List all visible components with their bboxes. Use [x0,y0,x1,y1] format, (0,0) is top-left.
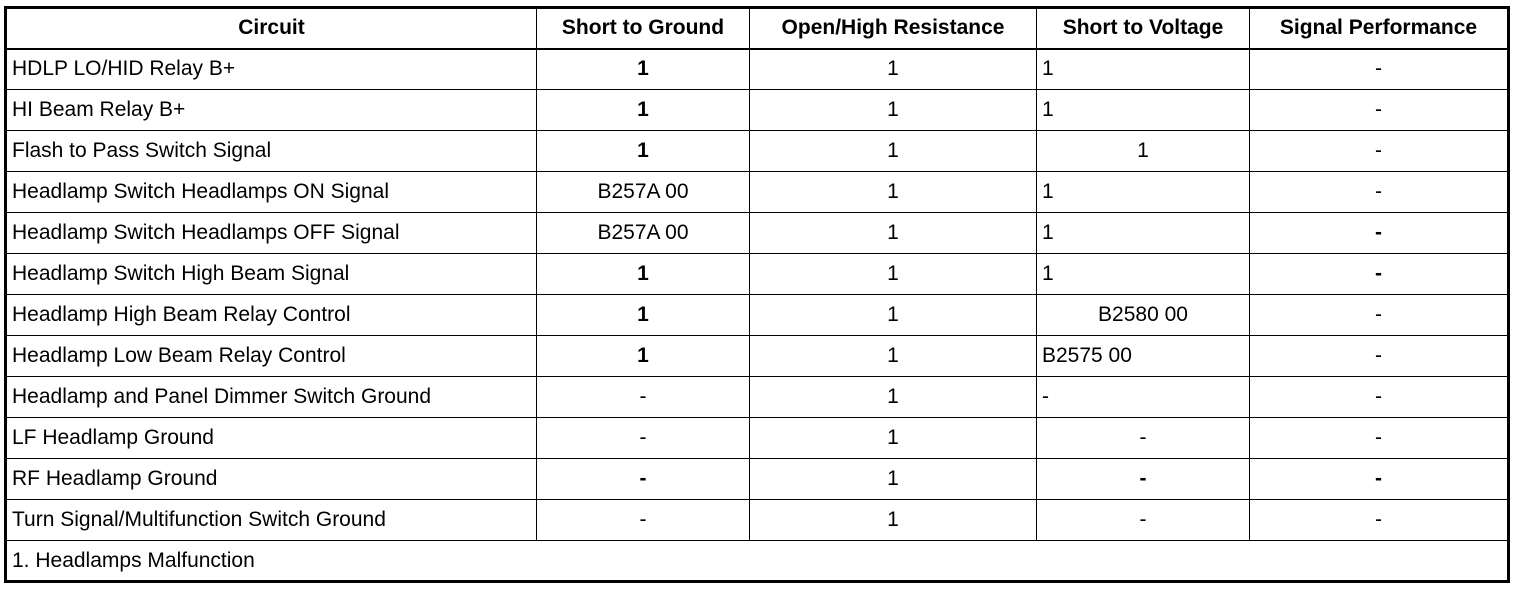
short-to-ground-cell: 1 [537,49,750,90]
table-row [6,377,1509,418]
footnote: 1. Headlamps Malfunction [6,541,1509,582]
signal-performance-cell: - [1250,336,1509,377]
table-row [6,131,1509,172]
open-high-resistance-cell: 1 [750,172,1037,213]
table-row [6,172,1509,213]
circuit-cell: RF Headlamp Ground [6,459,537,500]
short-to-ground-cell: - [537,500,750,541]
table-row [6,500,1509,541]
signal-performance-cell: - [1250,254,1509,295]
short-to-ground-cell: 1 [537,131,750,172]
circuit-cell: Headlamp Switch Headlamps ON Signal [6,172,537,213]
open-high-resistance-cell: 1 [750,213,1037,254]
circuit-cell: Turn Signal/Multifunction Switch Ground [6,500,537,541]
signal-performance-cell: - [1250,377,1509,418]
open-high-resistance-cell: 1 [750,295,1037,336]
open-high-resistance-cell: 1 [750,500,1037,541]
short-to-ground-cell: B257A 00 [537,213,750,254]
table-row [6,418,1509,459]
header-row [6,8,1509,49]
open-high-resistance-cell: 1 [750,459,1037,500]
signal-performance-cell: - [1250,131,1509,172]
header-short-to-ground: Short to Ground [537,8,750,49]
short-to-voltage-cell: B2580 00 [1037,295,1250,336]
short-to-voltage-cell: - [1037,500,1250,541]
signal-performance-cell: - [1250,90,1509,131]
short-to-voltage-cell: - [1037,459,1250,500]
circuit-cell: Flash to Pass Switch Signal [6,131,537,172]
short-to-ground-cell: - [537,459,750,500]
signal-performance-cell: - [1250,418,1509,459]
short-to-ground-cell: 1 [537,336,750,377]
header-open-high-resistance: Open/High Resistance [750,8,1037,49]
circuit-cell: Headlamp High Beam Relay Control [6,295,537,336]
header-circuit: Circuit [6,8,537,49]
short-to-voltage-cell: B2575 00 [1037,336,1250,377]
open-high-resistance-cell: 1 [750,254,1037,295]
short-to-ground-cell: 1 [537,254,750,295]
short-to-ground-cell: - [537,377,750,418]
short-to-ground-cell: - [537,418,750,459]
circuit-cell: HI Beam Relay B+ [6,90,537,131]
open-high-resistance-cell: 1 [750,49,1037,90]
signal-performance-cell: - [1250,49,1509,90]
table-row [6,213,1509,254]
circuit-cell: Headlamp Switch High Beam Signal [6,254,537,295]
signal-performance-cell: - [1250,459,1509,500]
footnote-row [6,541,1509,582]
circuit-cell: Headlamp Low Beam Relay Control [6,336,537,377]
circuit-cell: LF Headlamp Ground [6,418,537,459]
open-high-resistance-cell: 1 [750,90,1037,131]
circuit-cell: Headlamp and Panel Dimmer Switch Ground [6,377,537,418]
short-to-voltage-cell: 1 [1037,213,1250,254]
open-high-resistance-cell: 1 [750,336,1037,377]
short-to-voltage-cell: 1 [1037,49,1250,90]
dtc-symptom-table [4,6,1510,583]
circuit-cell: Headlamp Switch Headlamps OFF Signal [6,213,537,254]
short-to-voltage-cell: 1 [1037,90,1250,131]
short-to-ground-cell: 1 [537,90,750,131]
signal-performance-cell: - [1250,172,1509,213]
table-row [6,459,1509,500]
short-to-voltage-cell: 1 [1037,172,1250,213]
signal-performance-cell: - [1250,213,1509,254]
open-high-resistance-cell: 1 [750,377,1037,418]
short-to-voltage-cell: 1 [1037,254,1250,295]
table-row [6,336,1509,377]
table-row [6,90,1509,131]
header-signal-performance: Signal Performance [1250,8,1509,49]
header-short-to-voltage: Short to Voltage [1037,8,1250,49]
table-row [6,295,1509,336]
table-row [6,49,1509,90]
signal-performance-cell: - [1250,500,1509,541]
open-high-resistance-cell: 1 [750,418,1037,459]
short-to-ground-cell: B257A 00 [537,172,750,213]
short-to-voltage-cell: 1 [1037,131,1250,172]
short-to-voltage-cell: - [1037,377,1250,418]
short-to-ground-cell: 1 [537,295,750,336]
short-to-voltage-cell: - [1037,418,1250,459]
signal-performance-cell: - [1250,295,1509,336]
circuit-cell: HDLP LO/HID Relay B+ [6,49,537,90]
table-row [6,254,1509,295]
open-high-resistance-cell: 1 [750,131,1037,172]
